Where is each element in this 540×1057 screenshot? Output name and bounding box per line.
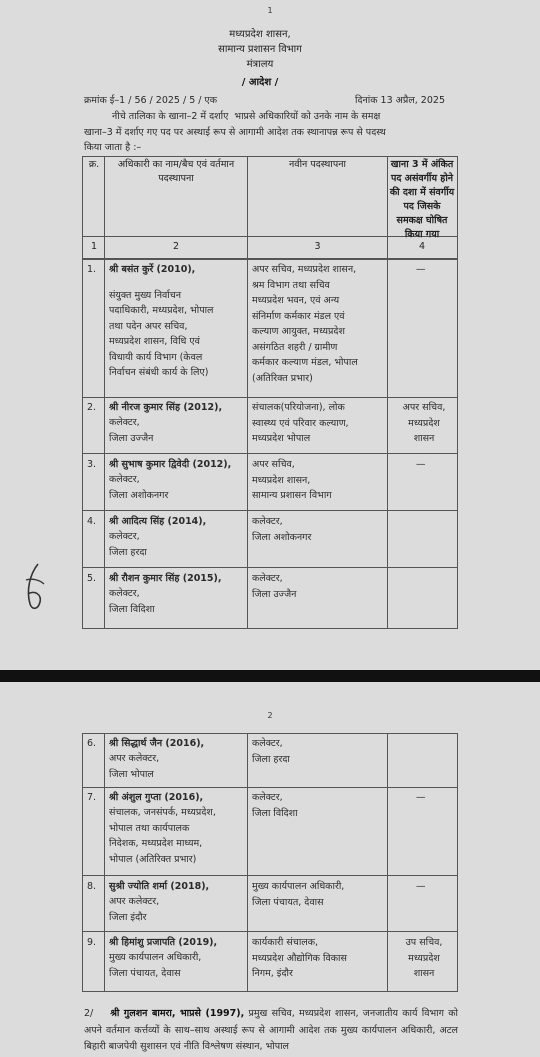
new-posting: कलेक्टर, जिला हरदा bbox=[252, 738, 290, 765]
row-serial: 2. bbox=[87, 402, 97, 413]
paragraph-text: प्रमुख सचिव, मध्यप्रदेश शासन, जनजातीय कार्य विभाग को अपने वर्तमान कर्त्तव्यों के साथ–साथ अस्थाई रूप से आगामी आदेश तक मुख्य कार्यपालन अधिकारी, अटल बिहारी बाजपेयी सुशासन एवं नीति विश्लेषण संस्थान, भोपाल bbox=[84, 1008, 458, 1052]
new-posting: कलेक्टर, जिला उज्जैन bbox=[252, 573, 297, 600]
row-serial: 1. bbox=[87, 264, 97, 275]
page-number: 1 bbox=[267, 6, 273, 15]
row-serial: 5. bbox=[87, 573, 97, 584]
current-posting: कलेक्टर, जिला विदिशा bbox=[109, 588, 155, 615]
current-posting: संयुक्त मुख्य निर्वाचन पदाधिकारी, मध्यप्रदेश, भोपाल तथा पदेन अपर सचिव, मध्यप्रदेश शासन, विधि एवं विधायी कार्य विभाग (केवल निर्वाचन संबंधी कार्य के लिए) bbox=[109, 289, 214, 378]
current-posting: संचालक, जनसंपर्क, मध्यप्रदेश, भोपाल तथा कार्यपालक निदेशक, मध्यप्रदेश माध्यम, भोपाल (अतिरिक्त प्रभार) bbox=[109, 807, 216, 865]
new-posting: कार्यकारी संचालक, मध्यप्रदेश औद्योगिक विकास निगम, इंदौर bbox=[252, 937, 347, 979]
intro-line-2: खाना–3 में दर्शाए गए पद पर अस्थाई रूप से आगामी आदेश तक स्थानापन्न रूप से पदस्थ bbox=[84, 127, 386, 138]
intro-line-1: नीचे तालिका के खाना–2 में दर्शाए भाप्रसे अधिकारियों को उनके नाम के समक्ष bbox=[112, 111, 381, 122]
new-posting: कलेक्टर, जिला अशोकनगर bbox=[252, 516, 312, 543]
equivalent-post: — bbox=[416, 881, 426, 892]
header-officer: अधिकारी का नाम/बैच एवं वर्तमान पदस्थापना bbox=[117, 159, 235, 184]
row-serial: 4. bbox=[87, 516, 97, 527]
officer-name: श्री रौशन कुमार सिंह (2015), bbox=[109, 573, 222, 584]
officer-name: श्री नीरज कुमार सिंह (2012), bbox=[109, 402, 223, 413]
header-new-posting: नवीन पदस्थापना bbox=[289, 159, 346, 170]
new-posting: अपर सचिव, मध्यप्रदेश शासन, श्रम विभाग तथा सचिव मध्यप्रदेश भवन, एवं अन्य संनिर्माण कर्मकार मंडल एवं कल्याण आयुक्त, मध्यप्रदेश असंगठित शहरी / ग्रामीण कर्मकार कल्याण मंडल, भोपाल (अतिरिक्त प्रभार) bbox=[252, 264, 358, 384]
officer-name: श्री गुलशन बामरा, भाप्रसे (1997), bbox=[110, 1008, 245, 1019]
current-posting: अपर कलेक्टर, जिला भोपाल bbox=[109, 753, 160, 780]
officer-name: श्री आदित्य सिंह (2014), bbox=[109, 516, 207, 527]
row-serial: 3. bbox=[87, 459, 97, 470]
page-number: 2 bbox=[267, 711, 273, 720]
header-ministry: मंत्रालय bbox=[246, 59, 274, 70]
new-posting: अपर सचिव, मध्यप्रदेश शासन, सामान्य प्रशासन विभाग bbox=[252, 459, 332, 501]
col-number-1: 1 bbox=[90, 241, 98, 252]
equivalent-post: — bbox=[416, 459, 426, 470]
equivalent-post: — bbox=[416, 792, 426, 803]
new-posting: कलेक्टर, जिला विदिशा bbox=[252, 792, 298, 819]
officer-name: श्री सुभाष कुमार द्विवेदी (2012), bbox=[109, 459, 232, 470]
new-posting: संचालक(परियोजना), लोक स्वास्थ्य एवं परिवार कल्याण, मध्यप्रदेश भोपाल bbox=[252, 402, 349, 444]
paragraph-number: 2/ bbox=[84, 1008, 94, 1019]
paragraph-2 bbox=[84, 1006, 458, 1056]
header-department: सामान्य प्रशासन विभाग bbox=[218, 44, 302, 55]
intro-line-3: किया जाता है :– bbox=[84, 142, 142, 153]
row-serial: 9. bbox=[87, 937, 97, 948]
col-number-3: 3 bbox=[314, 241, 321, 252]
equivalent-post: अपर सचिव, मध्यप्रदेश शासन bbox=[402, 402, 446, 444]
current-posting: अपर कलेक्टर, जिला इंदौर bbox=[109, 896, 160, 923]
officer-name: श्री बसंत कुर्रे (2010), bbox=[109, 264, 196, 275]
current-posting: कलेक्टर, जिला अशोकनगर bbox=[109, 474, 169, 501]
col-number-2: 2 bbox=[172, 241, 180, 252]
officer-name: श्री अंशुल गुप्ता (2016), bbox=[109, 792, 204, 803]
current-posting: मुख्य कार्यपालन अधिकारी, जिला पंचायत, देवास bbox=[109, 952, 202, 979]
col-number-4: 4 bbox=[418, 241, 426, 252]
current-posting: कलेक्टर, जिला उज्जैन bbox=[109, 417, 154, 444]
new-posting: मुख्य कार्यपालन अधिकारी, जिला पंचायत, देवास bbox=[252, 881, 345, 908]
document-page-2 bbox=[0, 682, 540, 1057]
order-date: दिनांक 13 अप्रैल, 2025 bbox=[355, 95, 445, 106]
officer-name: सुश्री ज्योति शर्मा (2018), bbox=[109, 881, 210, 892]
header-equivalent: खाना 3 में अंकित पद असंवर्गीय होने की दशा में संवर्गीय पद जिसके समकक्ष घोषित किया गया bbox=[389, 159, 455, 240]
equivalent-post: उप सचिव, मध्यप्रदेश शासन bbox=[405, 937, 443, 979]
header-serial: क्र. bbox=[88, 159, 100, 170]
row-serial: 7. bbox=[87, 792, 97, 803]
handwritten-initials bbox=[16, 560, 50, 616]
order-number: क्रमांक ई–1 / 56 / 2025 / 5 / एक bbox=[84, 95, 218, 106]
header-order: / आदेश / bbox=[241, 77, 279, 88]
row-serial: 8. bbox=[87, 881, 97, 892]
header-government: मध्यप्रदेश शासन, bbox=[229, 29, 291, 40]
officer-name: श्री सिद्धार्थ जैन (2016), bbox=[109, 738, 205, 749]
current-posting: कलेक्टर, जिला हरदा bbox=[109, 531, 147, 558]
officer-name: श्री हिमांशु प्रजापति (2019), bbox=[109, 937, 218, 948]
row-serial: 6. bbox=[87, 738, 97, 749]
equivalent-post: — bbox=[416, 264, 426, 275]
